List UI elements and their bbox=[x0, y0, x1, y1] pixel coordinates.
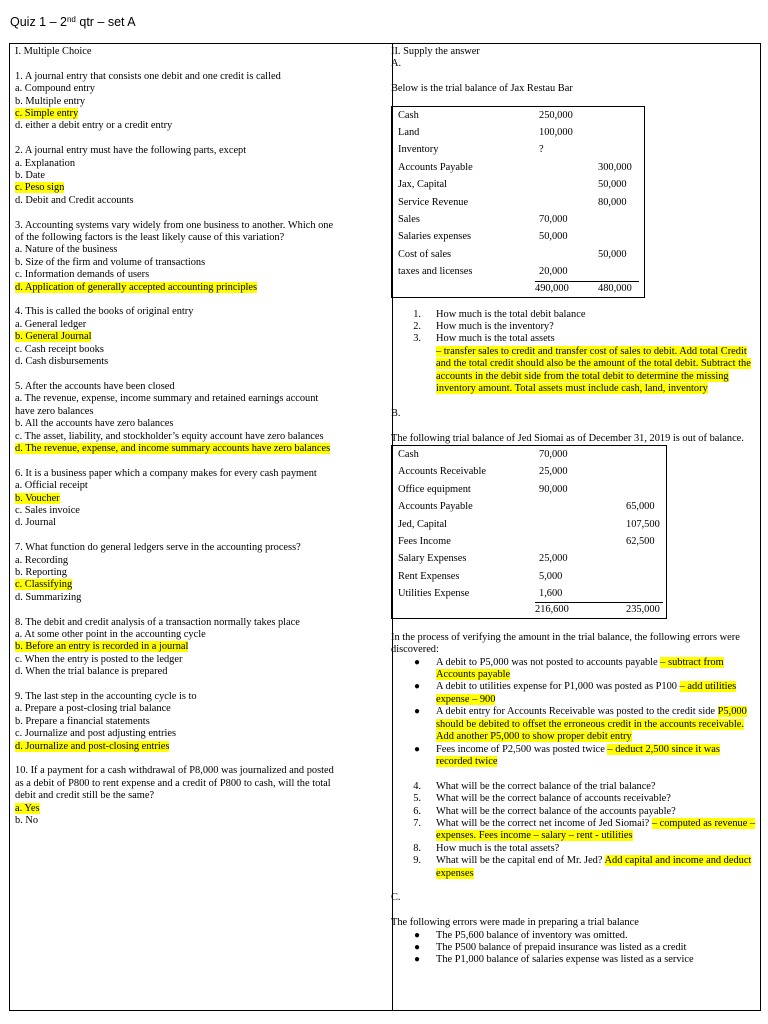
choice-text: a. The revenue, expense, income summary and retained earnings account bbox=[15, 393, 319, 405]
tb-row bbox=[392, 533, 666, 550]
highlighted-answer: c. Peso sign bbox=[15, 182, 65, 194]
total-credit: 235,000 bbox=[626, 604, 660, 616]
mc-question bbox=[15, 691, 383, 753]
tb-row bbox=[392, 568, 666, 585]
choice-text: a. Prepare a post-closing trial balance bbox=[15, 703, 171, 715]
answer-choice bbox=[15, 356, 383, 368]
error-text: A debit to P5,000 was not posted to accounts payable bbox=[436, 656, 661, 668]
tb-row bbox=[392, 516, 666, 533]
highlighted-answer: b. General Journal bbox=[15, 331, 92, 343]
mc-question bbox=[15, 381, 383, 455]
numbered-question bbox=[391, 806, 757, 818]
trial-balance-table-a bbox=[391, 106, 645, 298]
highlighted-answer: c. Classifying bbox=[15, 579, 73, 591]
choice-text: c. The asset, liability, and stockholder’s equity account have zero balances bbox=[15, 430, 324, 442]
debit-amount: 250,000 bbox=[539, 109, 573, 121]
mc-question bbox=[15, 468, 383, 530]
choice-text: a. Explanation bbox=[15, 157, 76, 169]
choice-text: b. Date bbox=[15, 170, 46, 182]
mc-question-list bbox=[15, 71, 383, 828]
choice-text: d. Journal bbox=[15, 517, 56, 529]
tb-row bbox=[392, 141, 644, 158]
choice-text: c. Journalize and post adjusting entries bbox=[15, 728, 177, 740]
question-stem: debit and credit still be the same? bbox=[15, 790, 155, 802]
answer-choice bbox=[15, 96, 383, 108]
choice-text: b. Multiple entry bbox=[15, 95, 86, 107]
answer-choice bbox=[15, 666, 383, 678]
choice-text: d. Cash disbursements bbox=[15, 356, 109, 368]
numbered-question bbox=[391, 333, 757, 395]
answer-choice bbox=[15, 182, 383, 194]
bullet-icon: ● bbox=[414, 681, 421, 693]
question-number: 1. bbox=[413, 308, 421, 320]
question-stem: 8. The debit and credit analysis of a transaction normally takes place bbox=[15, 616, 300, 628]
answer-choice bbox=[15, 319, 383, 331]
mc-question bbox=[15, 617, 383, 679]
debit-amount: 20,000 bbox=[539, 266, 568, 278]
debit-amount: 25,000 bbox=[539, 553, 568, 565]
highlighted-answer: – deduct 2,500 since it was recorded twice bbox=[436, 743, 720, 767]
error-item bbox=[391, 657, 757, 682]
mc-question bbox=[15, 306, 383, 368]
bullet-icon: ● bbox=[414, 941, 421, 953]
total-rule bbox=[535, 602, 663, 603]
answer-choice bbox=[15, 567, 383, 579]
question-text: How much is the inventory? bbox=[436, 320, 554, 332]
error-item bbox=[391, 744, 757, 769]
error-text: A debit to utilities expense for P1,000 was posted as P100 bbox=[436, 681, 680, 693]
tb-total-row bbox=[392, 602, 666, 618]
highlighted-answer: b. Voucher bbox=[15, 492, 60, 504]
tb-row bbox=[392, 194, 644, 211]
account-name: Accounts Payable bbox=[398, 501, 473, 513]
numbered-question bbox=[391, 781, 757, 793]
answer-choice bbox=[15, 257, 383, 269]
highlighted-answer: – subtract from Accounts payable bbox=[436, 656, 724, 681]
section-a-questions bbox=[391, 309, 757, 396]
credit-amount: 62,500 bbox=[626, 535, 655, 547]
highlighted-answer: d. Application of generally accepted accounting principles bbox=[15, 281, 258, 293]
page-title: Quiz 1 – 2nd qtr – set A bbox=[10, 15, 136, 29]
bullet-icon: ● bbox=[414, 954, 421, 966]
answer-choice bbox=[15, 480, 383, 492]
mc-question bbox=[15, 220, 383, 294]
answer-choice bbox=[15, 170, 383, 182]
answer-choice bbox=[15, 815, 383, 827]
answer-choice bbox=[15, 728, 383, 740]
error-text: Fees income of P2,500 was posted twice bbox=[436, 743, 608, 755]
account-name: Salary Expenses bbox=[398, 553, 467, 565]
account-name: Cash bbox=[398, 109, 419, 121]
credit-amount: 65,000 bbox=[626, 501, 655, 513]
question-stem: 4. This is called the books of original entry bbox=[15, 306, 194, 318]
credit-amount: 80,000 bbox=[598, 196, 627, 208]
choice-text: b. Size of the firm and volume of transactions bbox=[15, 256, 206, 268]
section-c-intro: The following errors were made in preparing a trial balance bbox=[391, 917, 639, 929]
tb-row bbox=[392, 550, 666, 567]
highlighted-answer: – add utilities expense – 900 bbox=[436, 681, 737, 705]
answer-choice bbox=[15, 741, 383, 753]
debit-amount: 70,000 bbox=[539, 213, 568, 225]
total-debit: 490,000 bbox=[535, 282, 569, 294]
answer-choice bbox=[15, 83, 383, 95]
tb-row bbox=[392, 159, 644, 176]
account-name: Salaries expenses bbox=[398, 231, 471, 243]
errors-intro: In the process of verifying the amount in the trial balance, the following errors were discovered: bbox=[391, 631, 740, 656]
account-name: Accounts Payable bbox=[398, 161, 473, 173]
account-name: Jax, Capital bbox=[398, 179, 448, 191]
debit-amount: 5,000 bbox=[539, 570, 563, 582]
mc-question bbox=[15, 542, 383, 604]
bullet-icon: ● bbox=[414, 656, 421, 668]
account-name: Sales bbox=[398, 213, 420, 225]
account-name: Fees Income bbox=[398, 535, 451, 547]
question-text: What will be the capital end of Mr. Jed? bbox=[436, 855, 605, 867]
choice-text: d. Summarizing bbox=[15, 591, 82, 603]
answer-choice bbox=[15, 654, 383, 666]
highlighted-answer: a. Yes bbox=[15, 802, 40, 814]
choice-text: b. No bbox=[15, 815, 39, 827]
tb-row bbox=[392, 481, 666, 498]
answer-choice bbox=[15, 703, 383, 715]
choice-text: c. Information demands of users bbox=[15, 269, 150, 281]
question-number: 7. bbox=[413, 817, 421, 829]
question-number: 9. bbox=[413, 855, 421, 867]
highlighted-answer: c. Simple entry bbox=[15, 108, 79, 120]
section-a-label: A. bbox=[391, 58, 402, 70]
answer-choice bbox=[15, 803, 383, 815]
answer-choice bbox=[15, 120, 383, 132]
choice-text: c. Sales invoice bbox=[15, 504, 80, 516]
tb-row bbox=[392, 176, 644, 193]
debit-amount: ? bbox=[539, 144, 544, 156]
account-name: taxes and licenses bbox=[398, 266, 473, 278]
tb-row bbox=[392, 124, 644, 141]
debit-amount: 50,000 bbox=[539, 231, 568, 243]
error-text: The P500 balance of prepaid insurance was listed as a credit bbox=[436, 941, 687, 953]
credit-amount: 300,000 bbox=[598, 161, 632, 173]
account-name: Office equipment bbox=[398, 483, 471, 495]
question-text: What will be the correct balance of the accounts payable? bbox=[436, 805, 676, 817]
numbered-question bbox=[391, 793, 757, 805]
answer-choice bbox=[15, 393, 383, 405]
highlighted-answer: d. The revenue, expense, and income summary accounts have zero balances bbox=[15, 442, 331, 454]
multiple-choice-column bbox=[15, 46, 383, 827]
answer-choice bbox=[15, 269, 383, 281]
choice-text: a. Official receipt bbox=[15, 480, 88, 492]
error-item bbox=[391, 930, 757, 942]
question-text: How much is the total assets? bbox=[436, 842, 560, 854]
answer-choice bbox=[15, 344, 383, 356]
part1-heading: I. Multiple Choice bbox=[15, 46, 92, 57]
supply-answer-column bbox=[391, 46, 757, 967]
trial-balance-table-b bbox=[391, 445, 667, 620]
answer-choice bbox=[15, 244, 383, 256]
error-item bbox=[391, 706, 757, 743]
answer-choice bbox=[15, 331, 383, 343]
answer-choice bbox=[15, 493, 383, 505]
debit-amount: 1,600 bbox=[539, 588, 563, 600]
errors-list bbox=[391, 657, 757, 769]
tb-row bbox=[392, 211, 644, 228]
account-name: Land bbox=[398, 127, 420, 138]
tb-row bbox=[392, 228, 644, 245]
answer-choice bbox=[15, 406, 383, 418]
question-text: What will be the correct net income of Jed Siomai? bbox=[436, 817, 652, 829]
account-name: Utilities Expense bbox=[398, 588, 470, 600]
question-text: How much is the total assets bbox=[436, 333, 555, 345]
account-name: Inventory bbox=[398, 144, 439, 156]
total-debit: 216,600 bbox=[535, 604, 569, 616]
tb-row bbox=[392, 446, 666, 463]
choice-text: a. General ledger bbox=[15, 318, 87, 330]
choice-text: a. Compound entry bbox=[15, 83, 95, 95]
highlighted-answer: b. Before an entry is recorded in a journal bbox=[15, 641, 189, 653]
answer-choice bbox=[15, 195, 383, 207]
tb-row bbox=[392, 463, 666, 480]
answer-choice bbox=[15, 629, 383, 641]
question-text: What will be the correct balance of accounts receivable? bbox=[436, 793, 671, 805]
credit-amount: 50,000 bbox=[598, 179, 627, 191]
numbered-question bbox=[391, 309, 757, 321]
section-b-intro: The following trial balance of Jed Siomai as of December 31, 2019 is out of balance. bbox=[391, 432, 744, 444]
debit-amount: 100,000 bbox=[539, 127, 573, 138]
quiz-table bbox=[9, 43, 761, 1011]
section-b-label: B. bbox=[391, 407, 401, 419]
answer-choice bbox=[15, 517, 383, 529]
choice-text: b. Prepare a financial statements bbox=[15, 715, 150, 727]
part2-heading: II. Supply the answer bbox=[391, 46, 480, 57]
answer-choice bbox=[15, 158, 383, 170]
debit-amount: 25,000 bbox=[539, 466, 568, 478]
numbered-question bbox=[391, 855, 757, 880]
numbered-question bbox=[391, 321, 757, 333]
credit-amount: 107,500 bbox=[626, 518, 660, 530]
bullet-icon: ● bbox=[414, 743, 421, 755]
highlighted-answer: – computed as revenue – expenses. Fees income – salary – rent - utilities bbox=[436, 817, 756, 842]
choice-text: b. Reporting bbox=[15, 566, 67, 578]
mc-question bbox=[15, 145, 383, 207]
account-name: Jed, Capital bbox=[398, 518, 448, 530]
question-number: 5. bbox=[413, 793, 421, 805]
question-text: What will be the correct balance of the trial balance? bbox=[436, 780, 656, 792]
total-rule bbox=[535, 281, 639, 282]
account-name: Service Revenue bbox=[398, 196, 469, 208]
highlighted-answer: Add capital and income and deduct expenses bbox=[436, 855, 752, 879]
error-text: The P1,000 balance of salaries expense was listed as a service bbox=[436, 954, 694, 966]
numbered-question bbox=[391, 818, 757, 843]
answer-choice bbox=[15, 431, 383, 443]
account-name: Accounts Receivable bbox=[398, 466, 486, 478]
tb-total-row bbox=[392, 281, 644, 297]
question-stem: 2. A journal entry must have the following parts, except bbox=[15, 145, 247, 157]
question-stem: 7. What function do general ledgers serve in the accounting process? bbox=[15, 542, 301, 554]
error-text: The P5,600 balance of inventory was omitted. bbox=[436, 929, 628, 941]
debit-amount: 70,000 bbox=[539, 448, 568, 460]
error-item bbox=[391, 942, 757, 954]
account-name: Cost of sales bbox=[398, 248, 452, 260]
error-item bbox=[391, 954, 757, 966]
section-c-label: C. bbox=[391, 892, 401, 904]
account-name: Cash bbox=[398, 448, 419, 460]
section-c-list bbox=[391, 930, 757, 967]
question-stem: 1. A journal entry that consists one debit and one credit is called bbox=[15, 70, 281, 82]
question-number: 6. bbox=[413, 805, 421, 817]
answer-choice bbox=[15, 555, 383, 567]
tb-row bbox=[392, 263, 644, 280]
choice-text: c. When the entry is posted to the ledger bbox=[15, 653, 183, 665]
section-a-intro: Below is the trial balance of Jax Restau Bar bbox=[391, 83, 573, 95]
debit-amount: 90,000 bbox=[539, 483, 568, 495]
tb-row bbox=[392, 107, 644, 124]
answer-choice bbox=[15, 443, 383, 455]
question-number: 3. bbox=[413, 333, 421, 345]
error-item bbox=[391, 681, 757, 706]
highlighted-answer: – transfer sales to credit and transfer cost of sales to debit. Add total Credit and the total credit should also be the amount of the total debit. Subtract the accounts in the debit side from the total debit to determine the missing inventory amount. Total assets must include cash, land, inventory bbox=[436, 345, 751, 394]
question-number: 4. bbox=[413, 780, 421, 792]
question-stem: 6. It is a business paper which a company makes for every cash payment bbox=[15, 467, 317, 479]
answer-choice bbox=[15, 108, 383, 120]
numbered-question bbox=[391, 843, 757, 855]
mc-question bbox=[15, 765, 383, 827]
question-number: 8. bbox=[413, 842, 421, 854]
question-stem: 3. Accounting systems vary widely from one business to another. Which one bbox=[15, 219, 334, 231]
choice-text: c. Cash receipt books bbox=[15, 343, 104, 355]
answer-choice bbox=[15, 505, 383, 517]
bullet-icon: ● bbox=[414, 929, 421, 941]
question-text: How much is the total debit balance bbox=[436, 308, 586, 320]
highlighted-answer: d. Journalize and post-closing entries bbox=[15, 740, 170, 752]
bullet-icon: ● bbox=[414, 706, 421, 718]
highlighted-answer: P5,000 should be debited to offset the erroneous credit in the accounts receivable. Add another P5,000 to show proper debit entry bbox=[436, 706, 747, 743]
choice-text: have zero balances bbox=[15, 405, 94, 417]
total-credit: 480,000 bbox=[598, 282, 632, 294]
choice-text: a. At some other point in the accounting cycle bbox=[15, 628, 206, 640]
account-name: Rent Expenses bbox=[398, 570, 460, 582]
credit-amount: 50,000 bbox=[598, 248, 627, 260]
tb-row bbox=[392, 246, 644, 263]
question-number: 2. bbox=[413, 320, 421, 332]
choice-text: b. All the accounts have zero balances bbox=[15, 418, 174, 430]
tb-row bbox=[392, 585, 666, 602]
choice-text: d. Debit and Credit accounts bbox=[15, 194, 134, 206]
choice-text: d. either a debit entry or a credit entry bbox=[15, 120, 173, 132]
answer-choice bbox=[15, 716, 383, 728]
error-text: A debit entry for Accounts Receivable was posted to the credit side bbox=[436, 706, 718, 718]
question-stem: of the following factors is the least likely cause of this variation? bbox=[15, 232, 285, 244]
choice-text: d. When the trial balance is prepared bbox=[15, 666, 168, 678]
answer-choice bbox=[15, 641, 383, 653]
answer-choice bbox=[15, 282, 383, 294]
mc-question bbox=[15, 71, 383, 133]
question-stem: 5. After the accounts have been closed bbox=[15, 380, 175, 392]
question-stem: 9. The last step in the accounting cycle is to bbox=[15, 690, 197, 702]
answer-choice bbox=[15, 592, 383, 604]
answer-choice bbox=[15, 418, 383, 430]
question-stem: as a debit of P800 to rent expense and a credit of P800 to cash, will the total bbox=[15, 777, 331, 789]
tb-row bbox=[392, 498, 666, 515]
choice-text: a. Recording bbox=[15, 554, 69, 566]
question-stem: 10. If a payment for a cash withdrawal of P8,000 was journalized and posted bbox=[15, 765, 334, 777]
choice-text: a. Nature of the business bbox=[15, 244, 118, 256]
answer-choice bbox=[15, 579, 383, 591]
section-b-questions bbox=[391, 781, 757, 880]
